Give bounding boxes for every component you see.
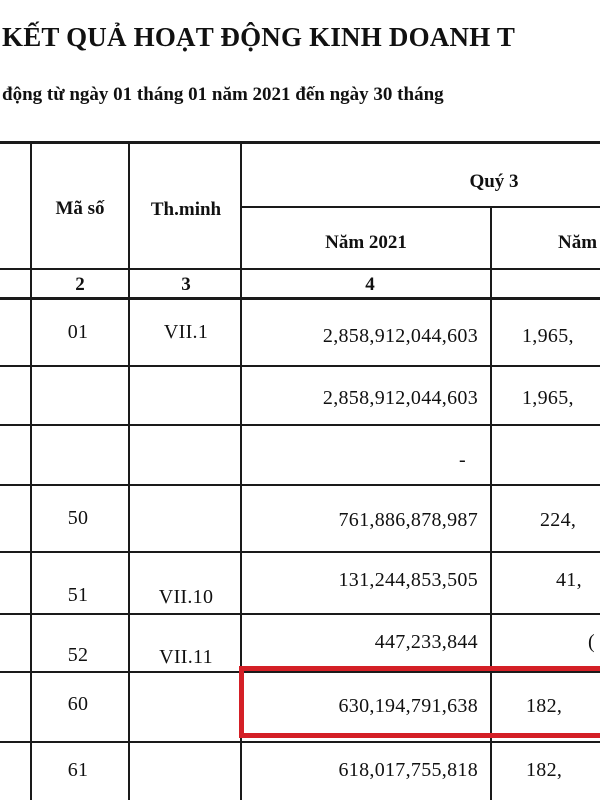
column-divider	[30, 141, 32, 800]
report-title: KẾT QUẢ HOẠT ĐỘNG KINH DOANH T	[2, 22, 516, 52]
row-5-ma-so: 51	[67, 584, 89, 606]
header-th-minh: Th.minh	[150, 199, 222, 220]
row-1-ma-so: 01	[67, 321, 89, 343]
row-6-previous: (	[588, 631, 595, 653]
column-number-divider	[0, 297, 600, 300]
row-8-current: 618,017,755,818	[338, 759, 478, 781]
row-5-previous: 41,	[556, 569, 582, 591]
highlight-box	[239, 666, 600, 738]
row-7-current: 630,194,791,638	[338, 695, 478, 717]
column-number-4: 4	[365, 274, 375, 295]
row-divider	[0, 741, 600, 743]
row-2-current: 2,858,912,044,603	[322, 387, 478, 409]
row-divider	[0, 424, 600, 426]
row-4-current: 761,886,878,987	[338, 509, 478, 531]
row-divider	[0, 365, 600, 367]
header-quarter: Quý 3	[469, 171, 519, 192]
row-6-ma-so: 52	[67, 644, 89, 666]
row-1-current: 2,858,912,044,603	[322, 325, 478, 347]
header-year-previous: Năm	[558, 232, 598, 253]
row-7-ma-so: 60	[67, 693, 89, 715]
row-7-previous: 182,	[526, 695, 563, 717]
column-number-2: 2	[75, 274, 85, 295]
row-5-current: 131,244,853,505	[338, 569, 478, 591]
row-8-ma-so: 61	[67, 759, 89, 781]
row-5-th-minh: VII.10	[158, 586, 214, 608]
header-year-current: Năm 2021	[325, 232, 407, 253]
header-bottom-border	[0, 268, 600, 270]
row-6-th-minh: VII.11	[159, 646, 213, 668]
report-period: động từ ngày 01 tháng 01 năm 2021 đến ngày 30 tháng	[2, 84, 444, 105]
column-divider	[128, 141, 130, 800]
table-top-border	[0, 141, 600, 144]
header-ma-so: Mã số	[55, 198, 105, 219]
row-8-previous: 182,	[526, 759, 563, 781]
row-2-previous: 1,965,	[522, 387, 574, 409]
row-1-th-minh: VII.1	[163, 321, 209, 343]
row-divider	[0, 484, 600, 486]
row-1-previous: 1,965,	[522, 325, 574, 347]
row-3-current: -	[459, 449, 466, 471]
row-divider	[0, 551, 600, 553]
header-divider	[242, 206, 600, 208]
row-4-ma-so: 50	[67, 507, 89, 529]
column-number-3: 3	[181, 274, 191, 295]
row-4-previous: 224,	[540, 509, 577, 531]
row-6-current: 447,233,844	[374, 631, 478, 653]
row-divider	[0, 613, 600, 615]
